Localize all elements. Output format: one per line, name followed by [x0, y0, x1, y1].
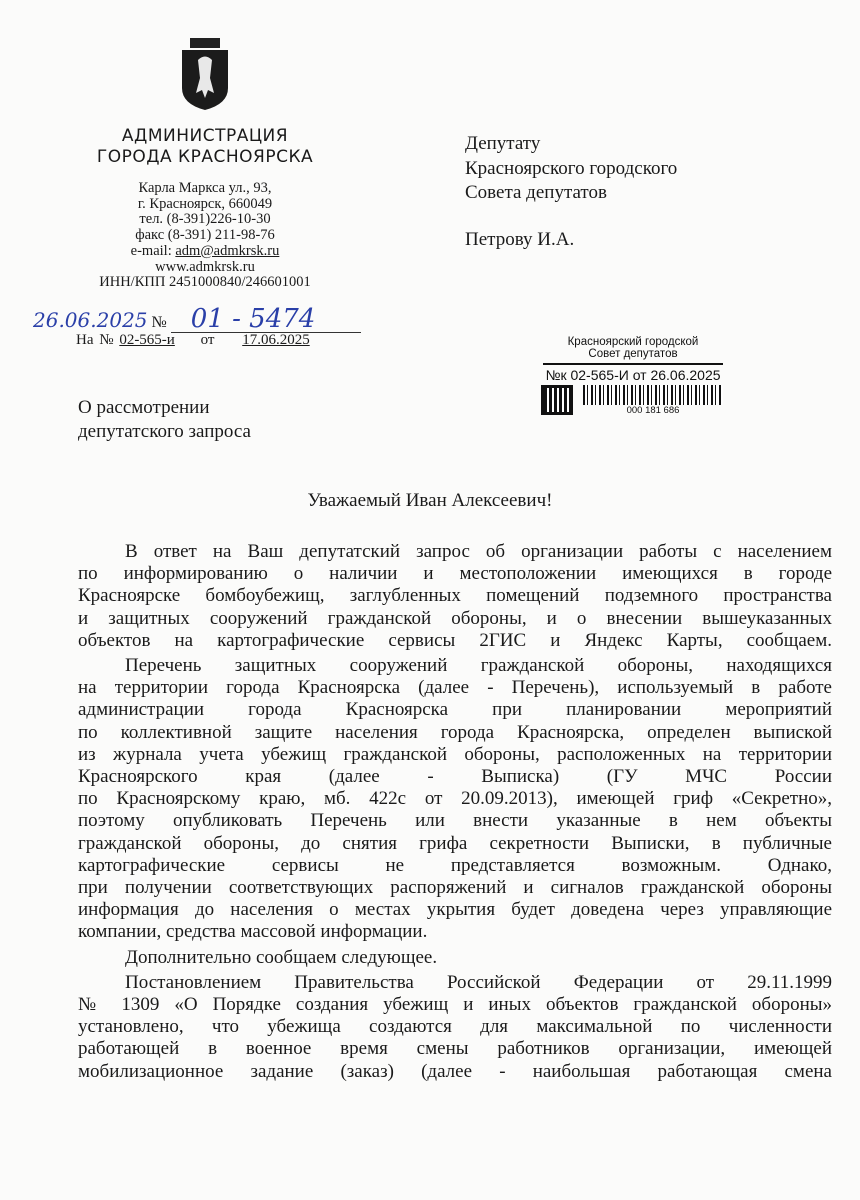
text-line: из журнала учета убежищ гражданской обороны, расположенных на территории — [78, 743, 832, 765]
phone: тел. (8-391)226-10-30 — [139, 211, 271, 228]
subject-line: О рассмотрении — [78, 397, 210, 418]
text-line: картографические сервисы не представляется возможным. Однако, — [78, 854, 832, 876]
recipient-name: Петрову И.А. — [465, 228, 575, 250]
text-line: на территории города Красноярска (далее - Перечень), используемый в работе — [78, 677, 832, 699]
text-line: по коллективной защите населения города Красноярска, определен выпиской — [78, 721, 832, 743]
barcode-number: 000 181 686 — [626, 405, 680, 416]
text-line: объектов на картографические сервисы 2ГИС и Яндекс Карты, сообщаем. — [78, 629, 832, 651]
org-contacts — [60, 181, 350, 291]
text-line: № 1309 «О Порядке создания убежищ и иных объектов гражданской обороны» — [78, 994, 832, 1016]
text-line: установлено, что убежища создаются для максимальной по численности — [78, 1016, 832, 1038]
email-label: e-mail: — [130, 242, 176, 259]
address-line: Карла Маркса ул., 93, — [138, 180, 272, 196]
text-line: информация до населения о местах укрытия будет доведена через управляющие — [78, 899, 832, 921]
registration-stamp — [537, 336, 729, 430]
website[interactable]: www.admkrsk.ru — [155, 258, 255, 275]
text-line: Постановлением Правительства Российской Федерации от 29.11.1999 — [125, 971, 832, 993]
text-line: гражданской обороны, до снятия грифа секретности Выписки, в публичные — [78, 832, 832, 854]
paragraph — [78, 541, 832, 652]
org-name-line2: ГОРОДА КРАСНОЯРСКА — [96, 147, 314, 167]
recipient — [465, 132, 677, 252]
ref-date: 17.06.2025 — [242, 332, 310, 348]
inn-kpp: ИНН/КПП 2451000840/246601001 — [99, 274, 311, 291]
outgoing-line — [33, 306, 361, 333]
paragraph — [78, 972, 832, 1083]
ref-label: На № — [76, 332, 114, 348]
recipient-line: Совета депутатов — [465, 182, 607, 203]
qr-code-icon — [541, 385, 573, 415]
text-line: компании, средства массовой информации. — [78, 921, 428, 943]
number-sign: № — [151, 314, 167, 331]
text-line: по Красноярскому краю, мб. 422с от 20.09.2013), имеющей гриф «Секретно», — [78, 788, 832, 810]
subject-line: депутатского запроса — [78, 421, 251, 442]
text-line: Дополнительно сообщаем следующее. — [125, 946, 438, 968]
paragraph — [78, 947, 832, 969]
text-line: Красноярского края (далее - Выписка) (ГУ МЧС России — [78, 766, 832, 788]
email-line — [60, 244, 350, 260]
email-link[interactable]: adm@admkrsk.ru — [175, 242, 280, 259]
outgoing-number: 01 - 5474 — [171, 306, 361, 333]
barcode-icon — [583, 385, 723, 405]
greeting: Уважаемый Иван Алексеевич! — [307, 490, 553, 511]
text-line: и защитных сооружений гражданской обороны, и о внесении вышеуказанных — [78, 607, 832, 629]
fax: факс (8-391) 211-98-76 — [135, 227, 275, 244]
ref-number: 02-565-и — [119, 332, 175, 348]
recipient-line: Депутату — [465, 133, 541, 154]
recipient-line: Красноярского городского — [465, 157, 678, 179]
text-line: администрации города Красноярска при планировании мероприятий — [78, 699, 832, 721]
city-emblem-icon — [180, 38, 230, 110]
text-line: поэтому опубликовать Перечень или внести указанные в нем объекты — [78, 810, 832, 832]
subject — [78, 396, 251, 444]
stamp-org: Красноярский городской — [567, 336, 699, 348]
outgoing-date: 26.06.2025 — [33, 308, 148, 332]
text-line: Перечень защитных сооружений гражданской обороны, находящихся — [125, 655, 832, 677]
address-line: г. Красноярск, 660049 — [137, 195, 273, 212]
org-name-line1: АДМИНИСТРАЦИЯ — [121, 126, 289, 146]
text-line: работающей в военное время смены работников организации, имеющей — [78, 1038, 832, 1060]
reference-line — [76, 332, 310, 349]
stamp-org: Совет депутатов — [588, 348, 678, 360]
text-line: В ответ на Ваш депутатский запрос об организации работы с населением — [125, 541, 832, 562]
stamp-reg-number: №к 02-565-И от 26.06.2025 — [545, 367, 721, 383]
text-line: мобилизационное задание (заказ) (далее - наибольшая работающая смена — [78, 1060, 832, 1082]
ref-from: от — [200, 332, 215, 348]
text-line: по информированию о наличии и местоположении имеющихся в городе — [78, 563, 832, 585]
text-line: Красноярске бомбоубежищ, заглубленных помещений подземного пространства — [78, 585, 832, 607]
letter-body — [78, 541, 832, 1086]
text-line: при получении соответствующих распоряжений и сигналов гражданской обороны — [78, 877, 832, 899]
paragraph — [78, 655, 832, 944]
